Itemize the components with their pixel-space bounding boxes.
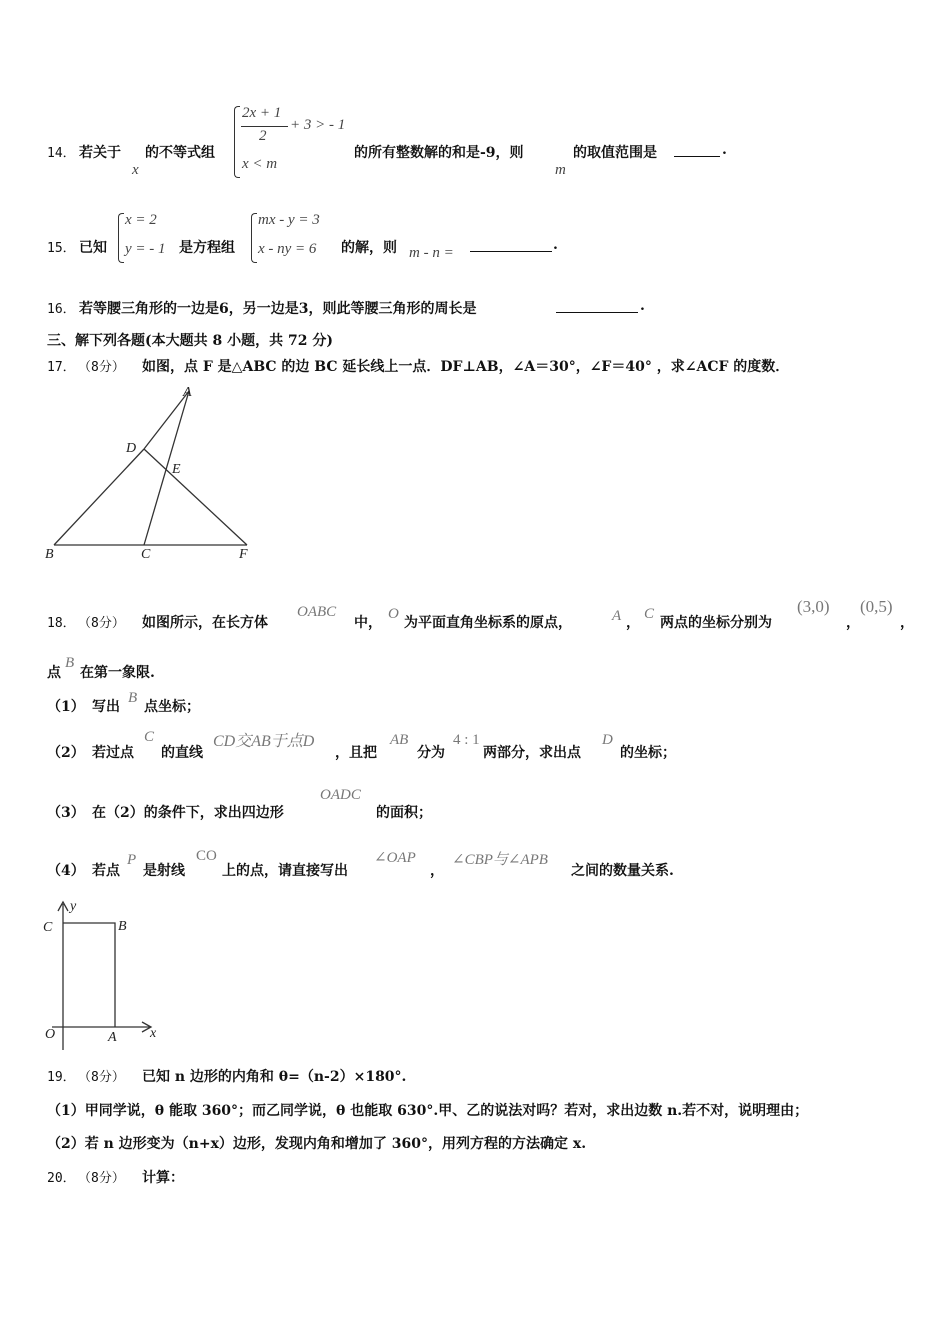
- fraction-denominator: 2: [259, 128, 267, 144]
- math-label: B: [65, 655, 75, 671]
- angle-expression: ∠OAP: [374, 850, 416, 866]
- question-number: 18．: [47, 616, 76, 631]
- question-text: 两部分，求出点: [483, 745, 581, 761]
- math-label: C: [144, 729, 155, 745]
- label-E: E: [172, 462, 181, 477]
- question-text: 是射线: [143, 863, 185, 879]
- question-text: 若过点: [92, 745, 134, 761]
- question-number: 16．: [47, 302, 76, 317]
- answer-blank[interactable]: [674, 142, 720, 157]
- coordinate-C: (0,5): [860, 597, 893, 616]
- expression: m - n =: [409, 245, 454, 261]
- question-text: 上的点，请直接写出: [222, 863, 348, 879]
- equation-2: x - ny = 6: [258, 241, 317, 257]
- section-heading: 三、解下列各题(本大题共 8 小题，共 72 分): [47, 333, 333, 349]
- inequality-2: x < m: [242, 156, 278, 172]
- question-score: （8分）: [78, 1171, 125, 1186]
- question-text: 分为: [417, 745, 445, 761]
- subquestion-1: （1）甲同学说，θ 能取 360°；而乙同学说，θ 也能取 630°.甲、乙的说法对吗？若对，求出边数 n.若不对，说明理由；: [47, 1103, 809, 1119]
- question-text: 为平面直角坐标系的原点，: [404, 615, 572, 631]
- question-text: 之间的数量关系.: [571, 863, 674, 879]
- question-text: 的取值范围是: [573, 145, 657, 161]
- question-text: 在第一象限.: [80, 665, 155, 681]
- math-label: OADC: [320, 787, 361, 803]
- label-F: F: [239, 547, 248, 562]
- question-text: ，且把: [335, 745, 377, 761]
- question-text: 已知 n 边形的内角和 θ=（n-2）×180°.: [142, 1069, 407, 1085]
- label-B: B: [118, 919, 127, 934]
- question-text: 已知: [79, 240, 107, 256]
- question-text: 写出: [92, 699, 120, 715]
- equation-1: mx - y = 3: [258, 212, 320, 228]
- segment-DF: [144, 449, 247, 545]
- question-text: 两点的坐标分别为: [660, 615, 772, 631]
- angle-expression: ∠CBP与∠APB: [452, 852, 548, 868]
- math-label: P: [127, 852, 137, 868]
- label-x: x: [150, 1026, 157, 1041]
- comma: ，: [626, 615, 640, 631]
- system-brace: [251, 213, 257, 263]
- math-label: CO: [196, 848, 217, 864]
- label-D: D: [126, 441, 137, 456]
- question-text: 计算：: [142, 1170, 184, 1186]
- math-label: A: [612, 608, 622, 624]
- inequality-1-rest: + 3 > - 1: [290, 117, 346, 133]
- question-score: （8分）: [78, 360, 125, 375]
- question-number: 19．: [47, 1070, 76, 1085]
- question-text: 是方程组: [179, 240, 235, 256]
- question-text: 的不等式组: [145, 145, 215, 161]
- question-score: （8分）: [78, 1070, 125, 1085]
- question-text: 点坐标；: [144, 699, 200, 715]
- label-B: B: [45, 547, 54, 562]
- question-text: 如图，点 F 是△ABC 的边 BC 延长线上一点．DF⊥AB，∠A＝30°，∠F＝40° ，求∠ACF 的度数．: [142, 359, 790, 375]
- period: .: [553, 237, 558, 253]
- comma: ，: [430, 863, 444, 879]
- question-text: 的坐标；: [620, 745, 676, 761]
- question-number: 14．: [47, 146, 76, 161]
- rectangle-CBA: [63, 923, 115, 1027]
- math-label: D: [602, 732, 613, 748]
- math-label: O: [388, 606, 399, 622]
- fraction-numerator: 2x + 1: [242, 105, 282, 121]
- answer-blank[interactable]: [556, 298, 638, 313]
- question-text: 若关于: [79, 145, 121, 161]
- subquestion-2: （2）若 n 边形变为（n+x）边形，发现内角和增加了 360°，用列方程的方法确定 x.: [47, 1136, 587, 1152]
- math-label: OABC: [297, 604, 337, 620]
- math-label: C: [644, 606, 655, 622]
- comma: ，: [846, 615, 860, 631]
- solution-y: y = - 1: [125, 241, 166, 257]
- subquestion-label: （4）: [47, 863, 85, 879]
- question-number: 17．: [47, 360, 76, 375]
- subquestion-label: （3）: [47, 805, 85, 821]
- question-number: 20．: [47, 1171, 76, 1186]
- label-O: O: [45, 1027, 56, 1042]
- comma: ，: [900, 615, 914, 631]
- solution-x: x = 2: [125, 212, 157, 228]
- question-text: 点: [47, 665, 61, 681]
- label-A: A: [183, 385, 192, 400]
- math-expression: CD交AB于点D: [213, 733, 315, 750]
- question-text: 的所有整数解的和是-9，则: [354, 145, 524, 161]
- subquestion-label: （2）: [47, 745, 85, 761]
- question-text: 的直线: [161, 745, 203, 761]
- question-text: 若等腰三角形的一边是6，另一边是3，则此等腰三角形的周长是: [79, 301, 477, 317]
- label-C: C: [43, 920, 53, 935]
- segment-BD: [54, 449, 144, 545]
- question-text: 的面积；: [376, 805, 432, 821]
- system-brace: [234, 106, 240, 178]
- question-score: （8分）: [78, 616, 125, 631]
- ratio: 4 : 1: [453, 732, 480, 748]
- fraction-bar: [241, 126, 288, 127]
- label-A: A: [108, 1030, 117, 1045]
- period: .: [722, 142, 727, 158]
- question-text: 如图所示，在长方体: [142, 615, 268, 631]
- math-label: B: [128, 690, 138, 706]
- label-C: C: [141, 547, 151, 562]
- question-text: 中，: [354, 615, 382, 631]
- coordinate-A: (3,0): [797, 597, 830, 616]
- math-variable: m: [555, 162, 566, 178]
- coordinate-figure: [38, 896, 178, 1054]
- question-text: 若点: [92, 863, 120, 879]
- answer-blank[interactable]: [470, 237, 552, 252]
- subquestion-label: （1）: [47, 699, 85, 715]
- question-number: 15．: [47, 241, 76, 256]
- math-label: AB: [390, 732, 409, 748]
- segment-AC: [144, 391, 189, 545]
- system-brace: [118, 213, 124, 263]
- period: .: [640, 298, 645, 314]
- math-variable: x: [132, 162, 139, 178]
- label-y: y: [70, 899, 77, 914]
- question-text: 在（2）的条件下，求出四边形: [92, 805, 284, 821]
- question-text: 的解，则: [341, 240, 397, 256]
- triangle-figure: [40, 382, 270, 564]
